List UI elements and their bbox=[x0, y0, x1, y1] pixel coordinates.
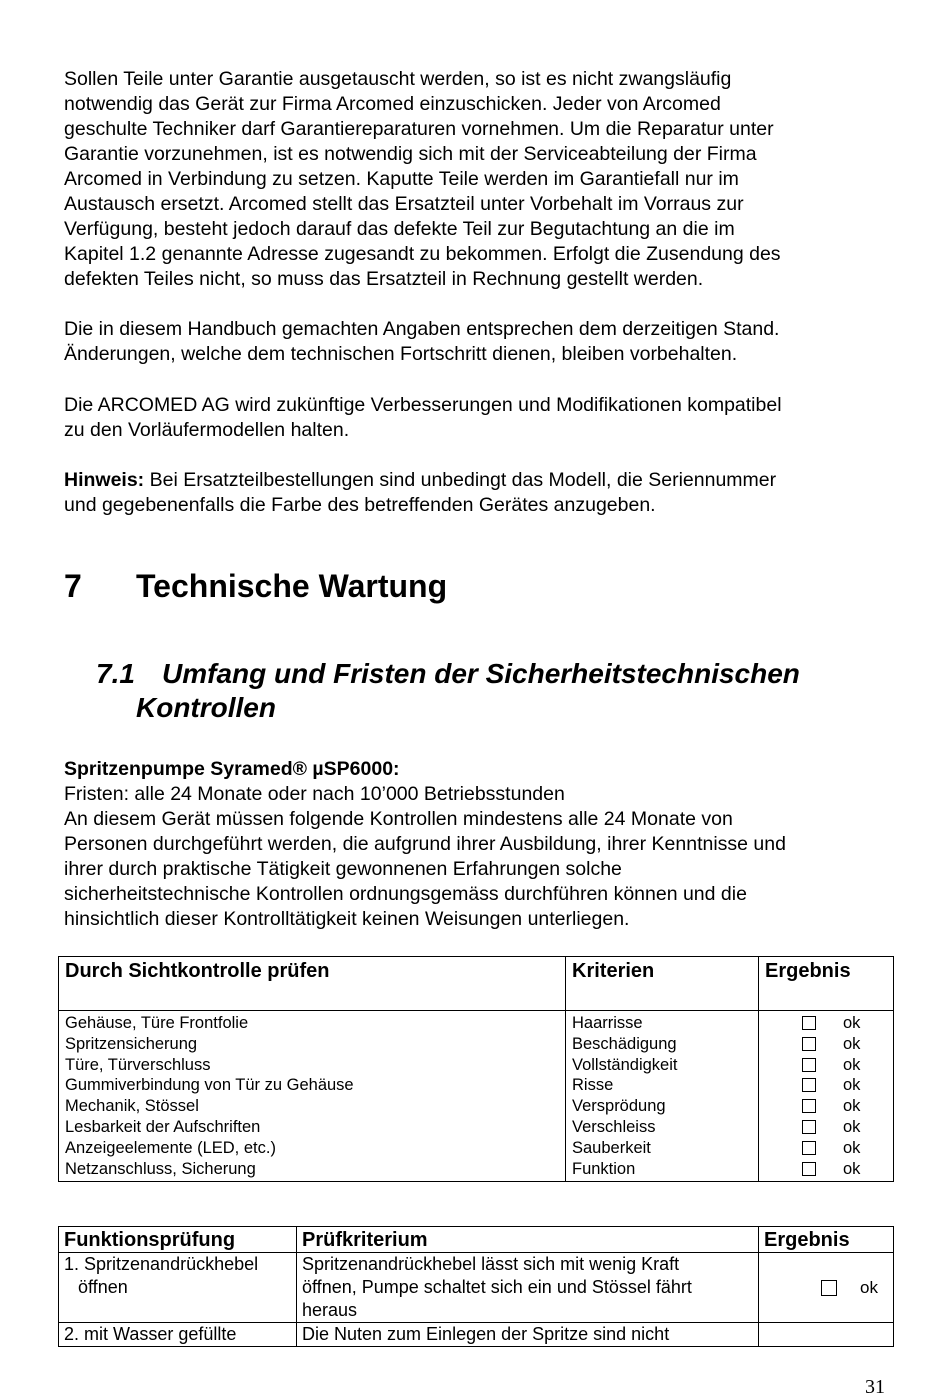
ok-checkbox[interactable] bbox=[802, 1120, 816, 1134]
text-line: Sollen Teile unter Garantie ausgetauscht werden, so ist es nicht zwangsläufig bbox=[64, 68, 732, 90]
test-text: 1. Spritzenandrückhebel bbox=[64, 1254, 259, 1274]
text-line: Arcomed in Verbindung zu setzen. Kaputte Teile werden im Garantiefall nur im bbox=[64, 168, 739, 190]
inspection-item: Gummiverbindung von Tür zu Gehäuse bbox=[65, 1076, 354, 1095]
warranty-paragraph bbox=[64, 67, 894, 292]
column-header: Ergebnis bbox=[759, 1227, 894, 1253]
column-header: Funktionsprüfung bbox=[59, 1227, 297, 1253]
inspection-item: Türe, Türverschluss bbox=[65, 1055, 211, 1074]
result-line bbox=[765, 1138, 887, 1159]
criterion-text: Spritzenandrückhebel lässt sich mit wenig Kraft bbox=[302, 1254, 680, 1274]
note-paragraph bbox=[64, 468, 894, 518]
text-line: Kapitel 1.2 genannte Adresse zugesandt zu bekommen. Erfolgt die Zusendung des bbox=[64, 243, 781, 265]
page-number: 31 bbox=[865, 1376, 885, 1398]
text-line: Garantie vorzunehmen, ist es notwendig sich mit der Serviceabteilung der Firma bbox=[64, 143, 757, 165]
compatibility-paragraph bbox=[64, 393, 894, 443]
criterion: Sauberkeit bbox=[572, 1138, 651, 1157]
text-line: Austausch ersetzt. Arcomed stellt das Ersatzteil unter Vorbehalt im Vorraus zur bbox=[64, 193, 744, 215]
visual-inspection-table bbox=[58, 956, 894, 1182]
inspection-item: Mechanik, Stössel bbox=[65, 1097, 199, 1116]
inspection-item: Lesbarkeit der Aufschriften bbox=[65, 1117, 261, 1136]
note-label: Hinweis: bbox=[64, 469, 145, 491]
criterion-text: öffnen, Pumpe schaltet sich ein und Stössel fährt bbox=[302, 1277, 692, 1297]
ok-checkbox[interactable] bbox=[802, 1016, 816, 1030]
column-header: Ergebnis bbox=[759, 957, 894, 1011]
changes-paragraph bbox=[64, 317, 894, 367]
function-test-table bbox=[58, 1226, 894, 1347]
text-line: Personen durchgeführt werden, die aufgrund ihrer Ausbildung, ihrer Kenntnisse und bbox=[64, 833, 786, 855]
section-number: 7.1 bbox=[96, 658, 135, 689]
ok-checkbox[interactable] bbox=[821, 1280, 837, 1296]
criterion: Vollständigkeit bbox=[572, 1055, 678, 1074]
ok-checkbox[interactable] bbox=[802, 1078, 816, 1092]
criterion: Funktion bbox=[572, 1159, 636, 1178]
column-header: Durch Sichtkontrolle prüfen bbox=[59, 957, 566, 1011]
chapter-title: Technische Wartung bbox=[136, 568, 448, 604]
ok-checkbox[interactable] bbox=[802, 1037, 816, 1051]
criteria-cell bbox=[566, 1011, 759, 1182]
chapter-heading bbox=[64, 568, 447, 605]
inspection-item: Spritzensicherung bbox=[65, 1034, 198, 1053]
test-text: öffnen bbox=[78, 1277, 128, 1297]
criterion: Risse bbox=[572, 1076, 614, 1095]
text-line: sicherheitstechnische Kontrollen ordnungsgemäss durchführen können und die bbox=[64, 883, 747, 905]
result-cell bbox=[759, 1323, 894, 1347]
result-line bbox=[765, 1055, 887, 1076]
pump-paragraph bbox=[64, 757, 894, 932]
ok-checkbox[interactable] bbox=[802, 1141, 816, 1155]
ok-checkbox[interactable] bbox=[802, 1162, 816, 1176]
result-line bbox=[765, 1117, 887, 1138]
text-line: Fristen: alle 24 Monate oder nach 10’000 Betriebsstunden bbox=[64, 783, 565, 805]
table-row bbox=[59, 1323, 894, 1347]
table-header-row bbox=[59, 957, 894, 1011]
note-text: Bei Ersatzteilbestellungen sind unbedingt das Modell, die Seriennummer bbox=[144, 469, 777, 491]
inspection-item: Anzeigeelemente (LED, etc.) bbox=[65, 1138, 276, 1157]
inspection-item: Gehäuse, Türe Frontfolie bbox=[65, 1014, 249, 1032]
section-heading bbox=[96, 657, 800, 725]
criterion-text: heraus bbox=[302, 1300, 358, 1320]
text-line: geschulte Techniker darf Garantiereparaturen vornehmen. Um die Reparatur unter bbox=[64, 118, 774, 140]
result-line bbox=[765, 1013, 887, 1034]
text-line: defekten Teiles nicht, so muss das Ersatzteil in Rechnung gestellt werden. bbox=[64, 268, 704, 290]
text-line: hinsichtlich dieser Kontrolltätigkeit keinen Weisungen unterliegen. bbox=[64, 908, 630, 930]
text-line: notwendig das Gerät zur Firma Arcomed einzuschicken. Jeder von Arcomed bbox=[64, 93, 721, 115]
test-cell bbox=[59, 1253, 297, 1323]
table-row bbox=[59, 1253, 894, 1323]
ok-label: ok bbox=[843, 1117, 861, 1136]
ok-label: ok bbox=[843, 1076, 861, 1095]
result-cell bbox=[759, 1253, 894, 1323]
ok-label: ok bbox=[843, 1014, 861, 1032]
text-line: Die ARCOMED AG wird zukünftige Verbesserungen und Modifikationen kompatibel bbox=[64, 394, 782, 416]
table-row bbox=[59, 1011, 894, 1182]
ok-label: ok bbox=[843, 1034, 861, 1053]
section-title-line2: Kontrollen bbox=[136, 692, 276, 723]
ok-label: ok bbox=[843, 1138, 861, 1157]
text-line: Verfügung, besteht jedoch darauf das defekte Teil zur Begutachtung an die im bbox=[64, 218, 735, 240]
criterion: Verschleiss bbox=[572, 1117, 656, 1136]
result-box bbox=[764, 1253, 888, 1322]
inspection-item: Netzanschluss, Sicherung bbox=[65, 1159, 256, 1178]
ok-label: ok bbox=[860, 1278, 878, 1297]
ok-label: ok bbox=[843, 1097, 861, 1116]
items-cell bbox=[59, 1011, 566, 1182]
ok-checkbox[interactable] bbox=[802, 1058, 816, 1072]
text-line: ihrer durch praktische Tätigkeit gewonnenen Erfahrungen solche bbox=[64, 858, 622, 880]
criterion-cell: Die Nuten zum Einlegen der Spritze sind nicht bbox=[297, 1323, 759, 1347]
criterion-cell bbox=[297, 1253, 759, 1323]
text-line: Die in diesem Handbuch gemachten Angaben entsprechen dem derzeitigen Stand. bbox=[64, 318, 780, 340]
text-line: Änderungen, welche dem technischen Fortschritt dienen, bleiben vorbehalten. bbox=[64, 343, 738, 365]
ok-checkbox[interactable] bbox=[802, 1099, 816, 1113]
column-header: Kriterien bbox=[566, 957, 759, 1011]
criterion: Haarrisse bbox=[572, 1014, 643, 1032]
criterion: Versprödung bbox=[572, 1097, 666, 1116]
result-line bbox=[765, 1159, 887, 1180]
text-line: und gegebenenfalls die Farbe des betreffenden Gerätes anzugeben. bbox=[64, 494, 656, 516]
column-header: Prüfkriterium bbox=[297, 1227, 759, 1253]
table-header-row bbox=[59, 1227, 894, 1253]
chapter-number: 7 bbox=[64, 568, 82, 604]
text-line bbox=[64, 468, 894, 493]
test-cell: 2. mit Wasser gefüllte bbox=[59, 1323, 297, 1347]
result-line bbox=[765, 1034, 887, 1055]
text-line: zu den Vorläufermodellen halten. bbox=[64, 419, 350, 441]
text-line: An diesem Gerät müssen folgende Kontrollen mindestens alle 24 Monate von bbox=[64, 808, 733, 830]
results-cell bbox=[759, 1011, 894, 1182]
result-line bbox=[765, 1075, 887, 1096]
section-title-line1: Umfang und Fristen der Sicherheitstechnischen bbox=[162, 658, 800, 689]
result-line bbox=[765, 1096, 887, 1117]
criterion: Beschädigung bbox=[572, 1034, 677, 1053]
ok-label: ok bbox=[843, 1055, 861, 1074]
pump-title: Spritzenpumpe Syramed® µSP6000: bbox=[64, 758, 400, 780]
ok-label: ok bbox=[843, 1159, 861, 1178]
